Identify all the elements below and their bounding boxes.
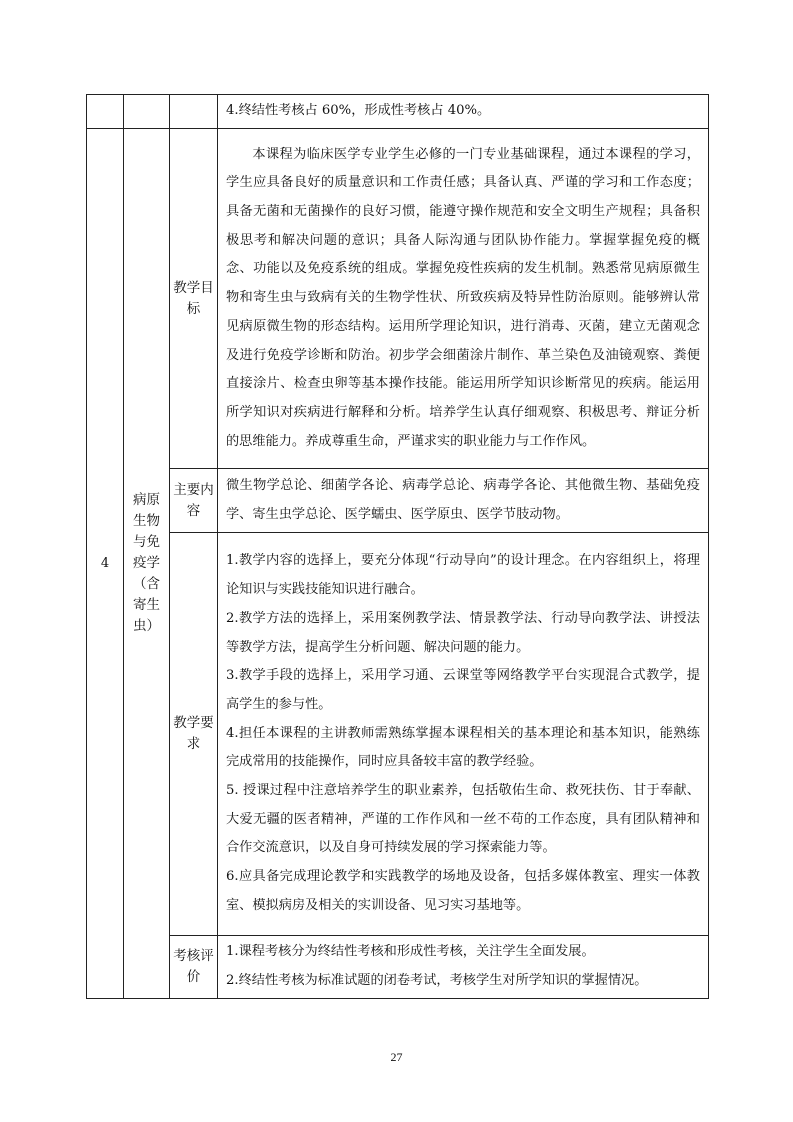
continuation-num-cell bbox=[87, 95, 124, 129]
requirement-item-4: 4.担任本课程的主讲教师需熟练掌握本课程相关的基本理论和基本知识，能熟练完成常用的技能操作，同时应具备较丰富的教学经验。 bbox=[226, 725, 700, 770]
requirement-item-6: 6.应具备完成理论教学和实践教学的场地及设备，包括多媒体教室、理实一体教室、模拟病房及相关的实训设备、见习实习基地等。 bbox=[226, 869, 700, 913]
requirement-item-1: 1.教学内容的选择上，要充分体现“行动导向”的设计理念。在内容组织上，将理论知识与实践技能知识进行融合。 bbox=[226, 553, 700, 598]
course-table bbox=[86, 94, 709, 999]
objectives-row bbox=[87, 129, 709, 469]
continuation-row bbox=[87, 95, 709, 129]
continuation-item: 4.终结性考核占 60%，形成性考核占 40%。 bbox=[226, 103, 491, 119]
requirements-label: 教学要求 bbox=[170, 533, 218, 936]
continuation-name-cell bbox=[124, 95, 170, 129]
objectives-cell bbox=[218, 129, 709, 469]
requirement-item-2: 2.教学方法的选择上，采用案例教学法、情景教学法、行动导向教学法、讲授法等教学方法，提高学生分析问题、解决问题的能力。 bbox=[226, 610, 700, 655]
course-name: 病原生物与免疫学（含寄生虫） bbox=[124, 129, 170, 999]
course-number: 4 bbox=[87, 129, 124, 999]
objectives-text: 本课程为临床医学专业学生必修的一门专业基础课程，通过本课程的学习，学生应具备良好的质量意识和工作责任感；具备认真、严谨的学习和工作态度；具备无菌和无菌操作的良好习惯，能遵守操作规范和安全文明生产规程；具备积极思考和解决问题的意识；具备人际沟通与团队协作能力。掌握掌握免疫的概念、功能以及免疫系统的组成。掌握免疫性疾病的发生机制。熟悉常见病原微生物和寄生虫与致病有关的生物学性状、所致疾病及特异性防治原则。能够辨认常见病原微生物的形态结构。运用所学理论知识，进行消毒、灭菌，建立无菌观念及进行免疫学诊断和防治。初步学会细菌涂片制作、革兰染色及油镜观察、粪便直接涂片、检查虫卵等基本操作技能。能运用所学知识诊断常见的疾病。能运用所学知识对疾病进行解释和分析。培养学生认真仔细观察、积极思考、辩证分析的思维能力。养成尊重生命，严谨求实的职业能力与工作作风。 bbox=[226, 146, 700, 449]
requirements-row bbox=[87, 533, 709, 936]
content-row bbox=[87, 469, 709, 533]
continuation-label-cell bbox=[170, 95, 218, 129]
assessment-cell bbox=[218, 936, 709, 999]
assessment-label: 考核评价 bbox=[170, 936, 218, 999]
assessment-item-1: 1.课程考核分为终结性考核和形成性考核，关注学生全面发展。 bbox=[226, 944, 595, 960]
page-number: 27 bbox=[390, 1050, 403, 1064]
content-cell bbox=[218, 469, 709, 533]
continuation-text bbox=[218, 95, 709, 129]
assessment-item-2: 2.终结性考核为标准试题的闭卷考试，考核学生对所学知识的掌握情况。 bbox=[226, 973, 648, 988]
requirements-cell bbox=[218, 533, 709, 936]
content-text: 微生物学总论、细菌学各论、病毒学总论、病毒学各论、其他微生物、基础免疫学、寄生虫学总论、医学蠕虫、医学原虫、医学节肢动物。 bbox=[226, 477, 700, 522]
objectives-label: 教学目标 bbox=[170, 129, 218, 469]
requirement-item-3: 3.教学手段的选择上，采用学习通、云课堂等网络教学平台实现混合式教学，提高学生的参与性。 bbox=[226, 668, 700, 712]
content-label: 主要内容 bbox=[170, 469, 218, 533]
assessment-row bbox=[87, 936, 709, 999]
requirement-item-5: 5. 授课过程中注意培养学生的职业素养，包括敬佑生命、救死扶伤、甘于奉献、大爱无疆的医者精神，严谨的工作作风和一丝不苟的工作态度，具有团队精神和合作交流意识，以及自身可持续发展的学习探索能力等。 bbox=[226, 783, 700, 856]
